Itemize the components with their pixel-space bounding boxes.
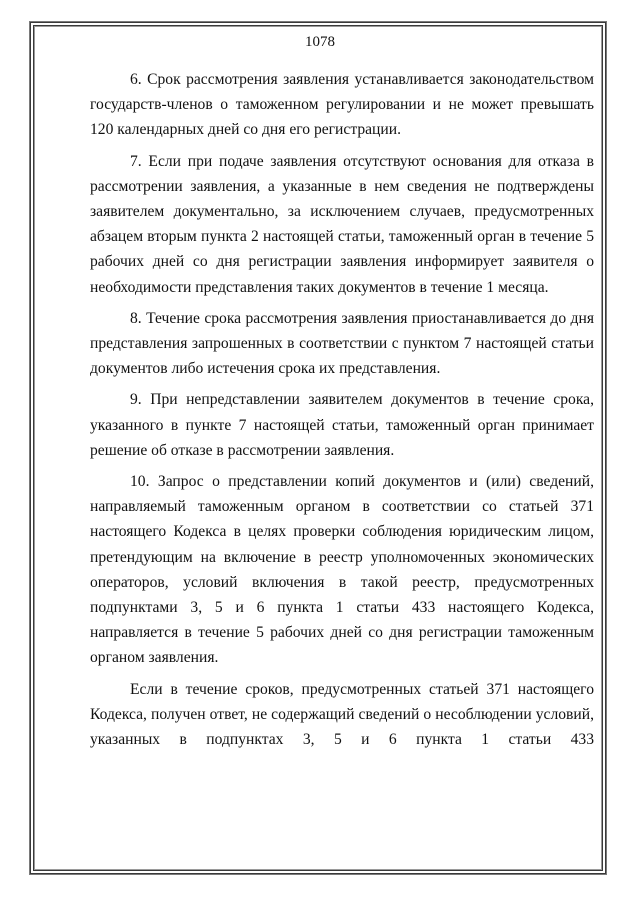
paragraph-8: 8. Течение срока рассмотрения заявления приостанавливается до дня представления запрошенных в соответствии с пунктом 7 настоящей статьи документов либо истечения срока их представления. [90, 309, 594, 378]
paragraph-6: 6. Срок рассмотрения заявления устанавливается законодательством государств-членов о таможенном регулировании и не может превышать 120 календарных дней со дня его регистрации. [90, 71, 594, 139]
page-number: 1078 [305, 34, 335, 50]
paragraph-7: 7. Если при подаче заявления отсутствуют основания для отказа в рассмотрении заявления, а указанные в нем сведения не подтверждены заявителем документально, за исключением случаев, предусмотренных абзацем вторым пункта 2 настоящей статьи, таможенный орган в течение 5 рабочих дней со дня регистрации заявления информирует заявителя о необходимости представления таких документов в течение 1 месяца. [90, 152, 594, 296]
paragraph-10: 10. Запрос о представлении копий документов и (или) сведений, направляемый таможенным органом в соответствии со статьей 371 настоящего Кодекса в целях проверки соблюдения юридическим лицом, претендующим на включение в реестр уполномоченных экономических операторов, условий включения в такой реестр, предусмотренных подпунктами 3, 5 и 6 пункта 1 статьи 433 настоящего Кодекса, направляется в течение 5 рабочих дней со дня регистрации таможенным органом заявления. [90, 473, 594, 667]
paragraph-9: 9. При непредставлении заявителем документов в течение срока, указанного в пункте 7 настоящей статьи, таможенный орган принимает решение об отказе в рассмотрении заявления. [90, 391, 594, 459]
document-body [90, 67, 594, 758]
paragraph-continued: Если в течение сроков, предусмотренных статьей 371 настоящего Кодекса, получен ответ, не содержащий сведений о несоблюдении условий, указанных в подпунктах 3, 5 и 6 пункта 1 статьи 433 [90, 680, 594, 749]
